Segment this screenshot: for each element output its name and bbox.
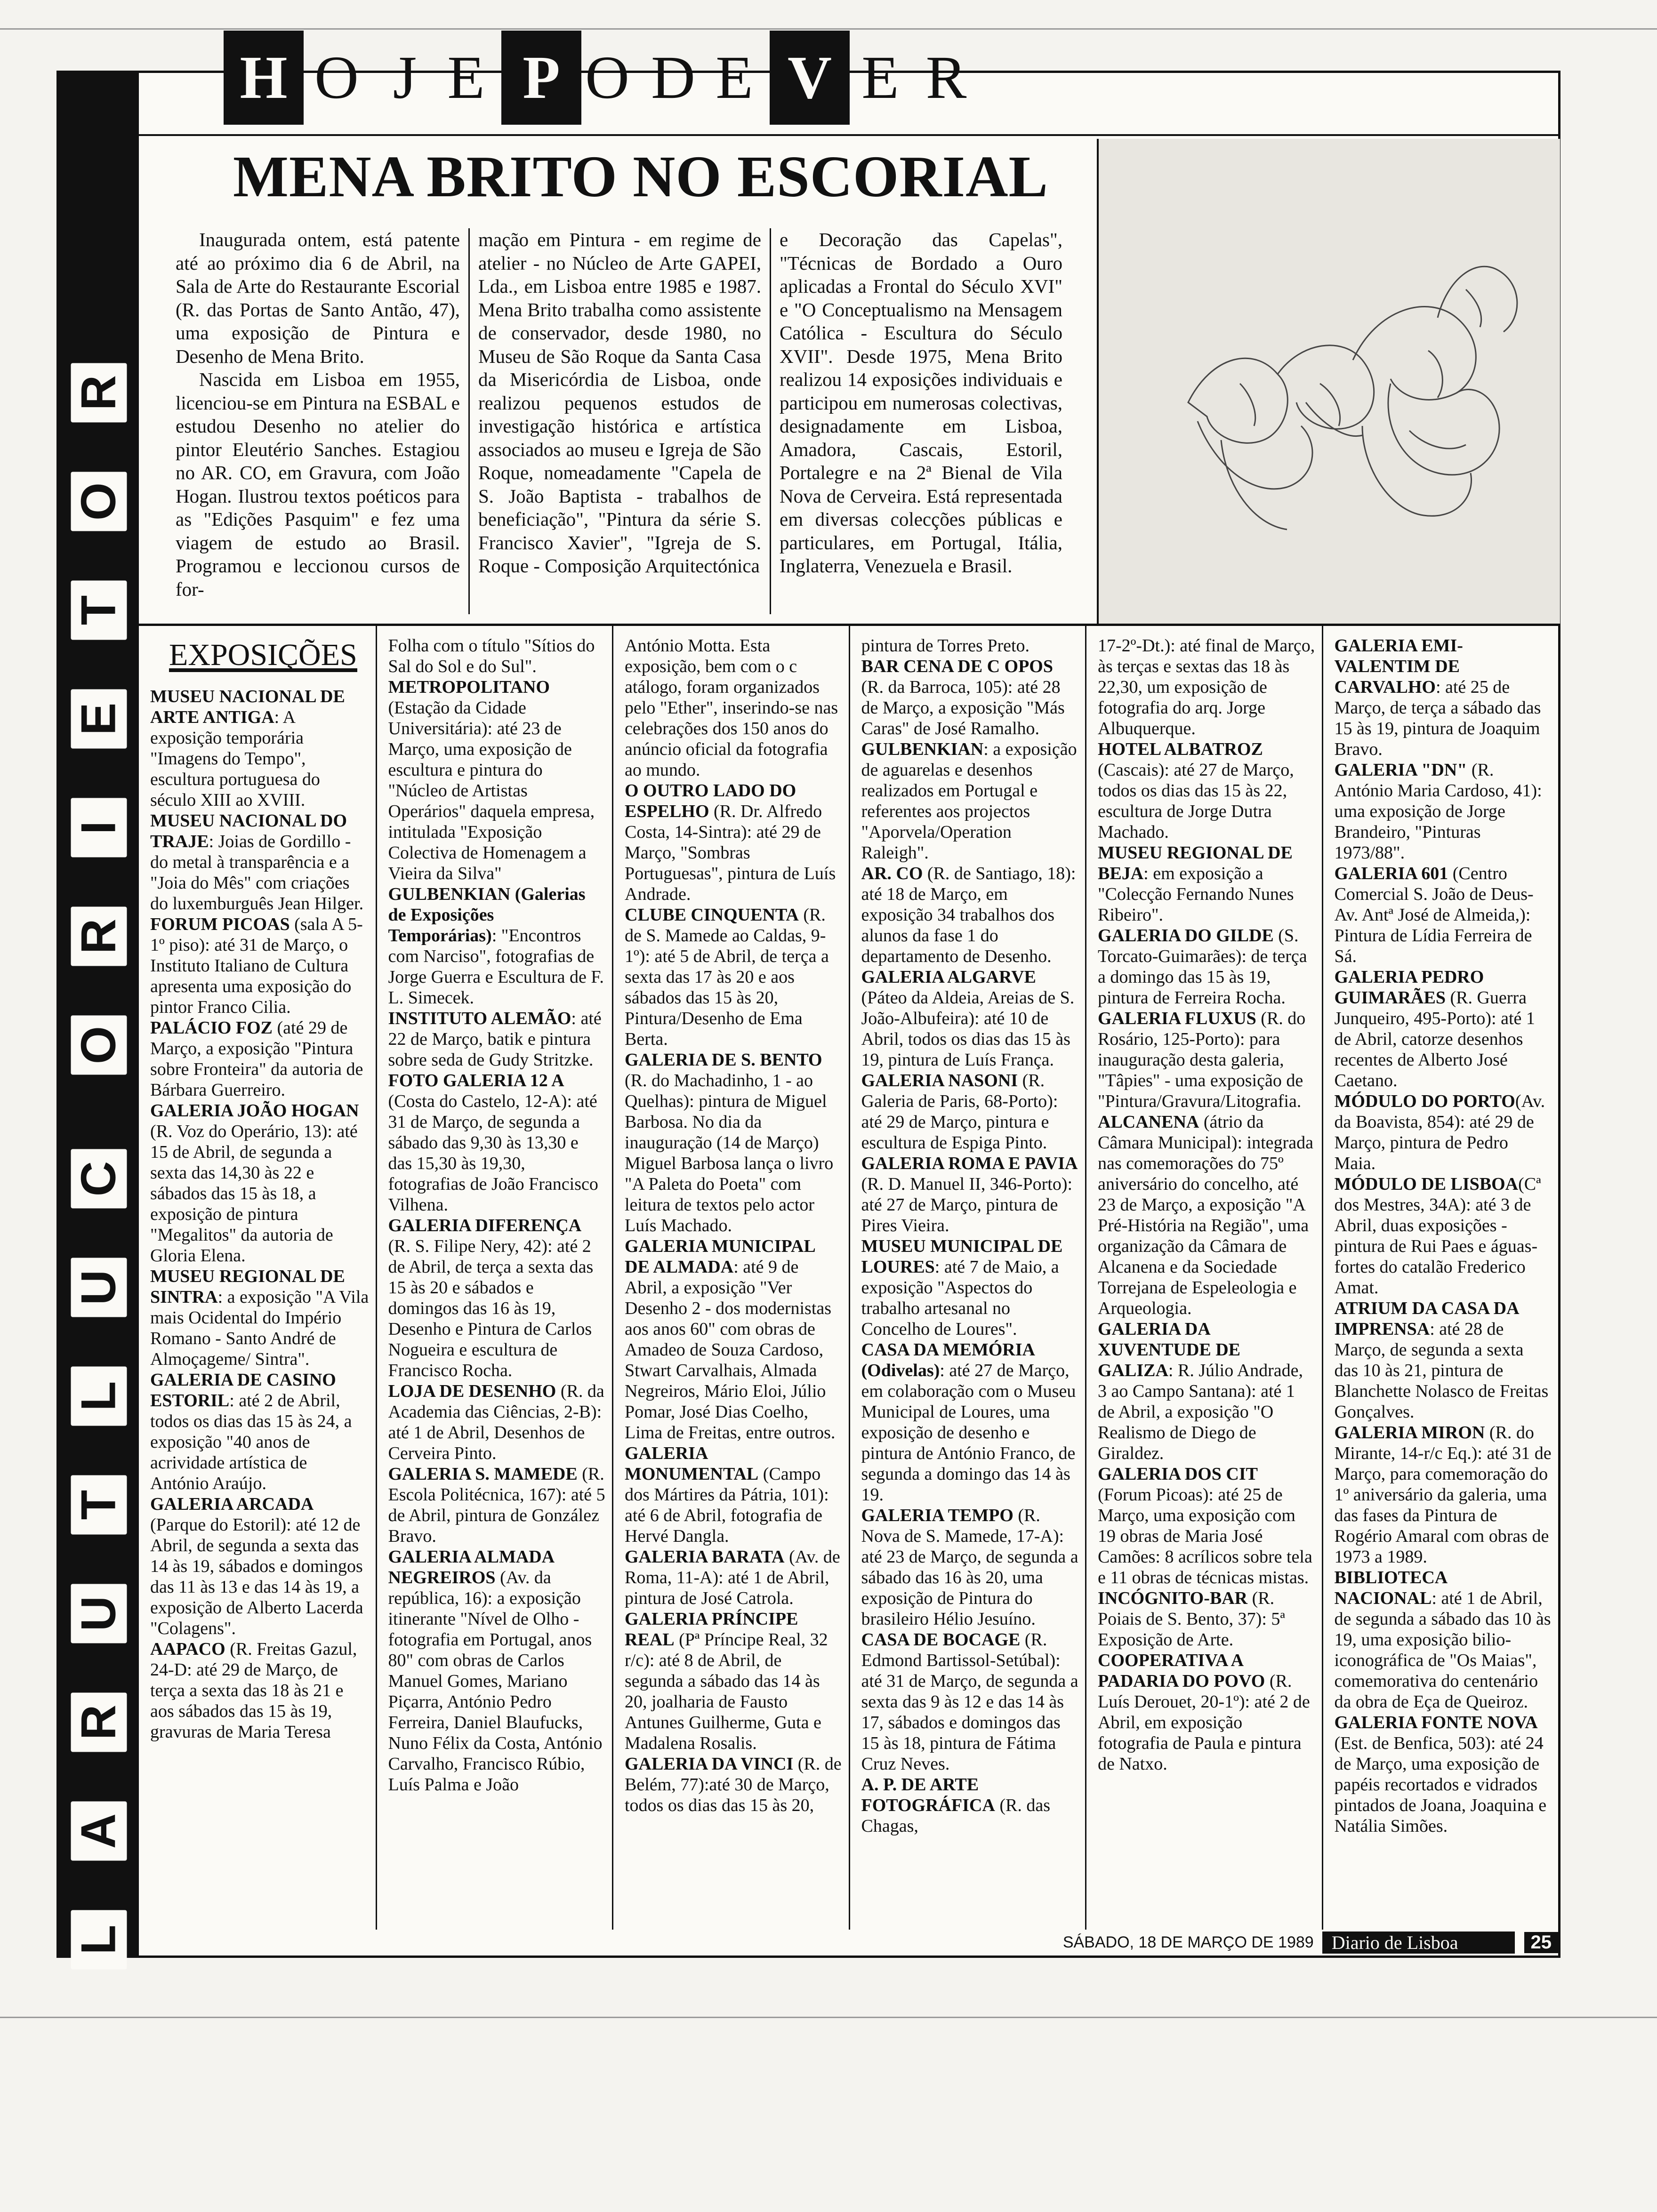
venue-name: GALERIA "DN": [1334, 760, 1467, 780]
masthead-letter: P: [501, 31, 581, 125]
venue-name: PALÁCIO FOZ: [150, 1018, 273, 1038]
listing-entry: [150, 1494, 369, 1639]
listing-entry: [861, 1774, 1079, 1836]
roteiro-cultural-sidebar: [59, 73, 139, 1956]
listing-entry: [1098, 1319, 1315, 1464]
newspaper-page: [56, 44, 1560, 1958]
sidebar-letter: T: [71, 1475, 127, 1535]
listing-details: (Estação da Cidade Universitária): até 23 de Março, uma exposição de escultura e pintura do "Núcleo de Artistas Operários" daquela empresa, intitulada "Exposição Colectiva de Homenagem a Vieira da Silva": [388, 698, 595, 883]
listing-entry: [150, 1018, 369, 1100]
listing-entry: [150, 686, 369, 810]
listing-entry: [388, 1008, 606, 1070]
sidebar-letter: T: [71, 581, 127, 640]
listing-details: (R. S. Filipe Nery, 42): até 2 de Abril, de terça a sexta das 15 às 20 e sábados e domingos das 16 às 19, Desenho e Pintura de Carlos Nogueira e escultura de Francisco Rocha.: [388, 1236, 594, 1380]
listing-entry: [861, 1339, 1079, 1505]
listing-entry: [861, 1629, 1079, 1774]
masthead-letter: D: [651, 44, 695, 112]
listing-entry: [625, 1547, 842, 1609]
listing-details: (R. Dr. Alfredo Costa, 14-Sintra): até 29 de Março, "Sombras Portuguesas", pintura de Luís Andrade.: [625, 801, 836, 904]
venue-name: GALERIA DIFERENÇA: [388, 1216, 582, 1235]
venue-name: MUSEU NACIONAL DE ARTE ANTIGA: [150, 687, 345, 727]
listing-details: (Av. da república, 16): a exposição itinerante "Nível de Olho - fotografia em Portugal, anos 80" com obras de Carlos Manuel Gomes, Mariano Piçarra, António Pedro Ferreira, Daniel Blaufucks, Nuno Félix da Costa, António Carvalho, Francisco Rúbio, Luís Palma e João: [388, 1568, 603, 1795]
listing-entry: [861, 656, 1079, 739]
venue-name: COOPERATIVA A PADARIA DO POVO: [1098, 1651, 1265, 1691]
listing-entry: [625, 1050, 842, 1236]
venue-name: O OUTRO LADO DO ESPELHO: [625, 781, 796, 821]
listing-column: [1085, 626, 1322, 1930]
listing-entry: [150, 1370, 369, 1494]
sidebar-letter: L: [71, 1367, 127, 1426]
listing-details: : até 1 de Abril, de segunda a sábado das 10 às 19, uma exposição bilio-iconográfica de "Os Maias", comemorativa do centenário da obra de Eça de Queiroz.: [1334, 1588, 1551, 1712]
listing-details: (R. Nova de S. Mamede, 17-A): até 23 de Março, de segunda a sábado das 16 às 20, uma exposição de Pintura do brasileiro Hélio Jesuíno.: [861, 1506, 1078, 1629]
venue-name: CLUBE CINQUENTA: [625, 905, 799, 925]
ink-drawing-image: [1099, 139, 1560, 624]
listing-entry: [388, 1215, 606, 1381]
listing-entry: [150, 1266, 369, 1370]
venue-name: GALERIA ARCADA: [150, 1494, 314, 1514]
venue-name: GALERIA S. MAMEDE: [388, 1464, 578, 1484]
sidebar-letter: E: [71, 689, 127, 749]
listing-entry: [625, 1443, 842, 1547]
masthead-letter: R: [925, 44, 967, 112]
venue-name: MUSEU REGIONAL DE BEJA: [1098, 843, 1293, 883]
listing-entry: [388, 677, 606, 884]
listing-column: [139, 626, 376, 1930]
listing-entry: [1335, 1567, 1552, 1712]
issue-date: SÁBADO, 18 DE MARÇO DE 1989: [1062, 1933, 1314, 1951]
venue-name: INCÓGNITO-BAR: [1098, 1588, 1248, 1608]
venue-name: ATRIUM DA CASA DA IMPRENSA: [1334, 1298, 1519, 1339]
listing-entry: [1098, 842, 1315, 925]
venue-name: GALERIA MUNICIPAL DE ALMADA: [625, 1236, 815, 1277]
venue-name: GALERIA NASONI: [861, 1071, 1018, 1090]
listing-column: [612, 626, 849, 1930]
sidebar-letter: R: [71, 1693, 127, 1752]
listing-entry: [150, 1100, 369, 1266]
listing-entry: [1098, 739, 1315, 842]
article-column: [167, 228, 468, 614]
article-body: [167, 228, 1071, 614]
sketch-illustration: [1097, 139, 1560, 624]
listing-entry: [1335, 635, 1552, 760]
listing-entry: [861, 1236, 1079, 1339]
sidebar-letter: A: [71, 1802, 127, 1861]
listing-entry: [1098, 1112, 1315, 1319]
listing-details: (Est. de Benfica, 503): até 24 de Março, uma exposição de papéis recortados e vidrados pintados de Joana, Joaquina e Natália Simões.: [1334, 1733, 1547, 1836]
listing-details: (Páteo da Aldeia, Areias de S. João-Albufeira): até 10 de Abril, todos os dias das 15 às 19, pintura de Luís França.: [861, 988, 1075, 1070]
newspaper-name: Diario de Lisboa: [1322, 1931, 1515, 1954]
venue-name: ALCANENA: [1098, 1112, 1199, 1132]
listing-entry: [1098, 1588, 1315, 1650]
venue-name: MUSEU NACIONAL DO TRAJE: [150, 811, 347, 851]
venue-name: GALERIA DOS CIT: [1098, 1464, 1258, 1484]
masthead-letter: O: [585, 44, 629, 112]
listing-details: : até 22 de Março, batik e pintura sobre seda de Gudy Stritzke.: [388, 1009, 602, 1070]
venue-name: MUSEU REGIONAL DE SINTRA: [150, 1266, 345, 1307]
listing-details: (R. Edmond Bartissol-Setúbal): até 31 de Março, de segunda a sexta das 9 às 12 e das 14 às 17, sábados e domingos das 15 às 18, pintura de Fátima Cruz Neves.: [861, 1630, 1078, 1774]
listing-details: (S. Torcato-Guimarães): de terça a domingo das 15 às 19, pintura de Ferreira Rocha.: [1098, 926, 1307, 1008]
listing-details: : Joias de Gordillo - do metal à transparência e a "Joia do Mês" com criações do luxemburguês Jean Hilger.: [150, 832, 364, 914]
venue-name: GALERIA EMI-VALENTIM DE CARVALHO: [1334, 636, 1463, 697]
listing-details: (Av. de Roma, 11-A): até 1 de Abril, pintura de José Catrola.: [625, 1547, 840, 1608]
scan-edge-top: [0, 28, 1657, 30]
listing-details: (R. D. Manuel II, 346-Porto): até 27 de Março, pintura de Pires Vieira.: [861, 1174, 1073, 1235]
sidebar-letter: R: [71, 907, 127, 966]
listing-entry: [625, 1236, 842, 1443]
venue-name: INSTITUTO ALEMÃO: [388, 1009, 571, 1028]
listing-entry: [1335, 760, 1552, 863]
article-column: [770, 228, 1071, 614]
scan-edge-bottom: [0, 2017, 1657, 2018]
listing-details: (sala A 5-1º piso): até 31 de Março, o Instituto Italiano de Cultura apresenta uma exposição do pintor Franco Cilia.: [150, 914, 363, 1017]
article-column: [468, 228, 770, 614]
listing-details: (R. Escola Politécnica, 167): até 5 de Abril, pintura de González Bravo.: [388, 1464, 605, 1546]
listing-details: (Forum Picoas): até 25 de Março, uma exposição com 19 obras de Maria José Camões: 8 acrílicos sobre tela e 11 obras de técnicas mistas.: [1098, 1485, 1312, 1587]
listing-details: : até 25 de Março, de terça a sábado das 15 às 19, pintura de Joaquim Bravo.: [1334, 677, 1541, 759]
venue-name: GALERIA PEDRO GUIMARÃES: [1334, 967, 1484, 1008]
venue-name: BIBLIOTECA NACIONAL: [1334, 1568, 1447, 1608]
sidebar-letter: C: [71, 1149, 127, 1209]
article-paragraph: mação em Pintura - em regime de atelier - no Núcleo de Arte GAPEI, Lda., em Lisboa entre 1985 e 1987. Mena Brito trabalha como assistente de conservador, desde 1980, no Museu de São Roque da Santa Casa da Misericórdia de Lisboa, onde realizou pequenos estudos de investigação histórica e artística associados ao museu e Igreja de São Roque, nomeadamente "Capela de S. João Baptista - trabalhos de beneficiação", "Pintura da série S. Francisco Xavier", "Igreja de S. Roque - Composição Arquitectónica: [478, 229, 761, 577]
listing-details: : a exposição de aguarelas e desenhos realizados em Portugal e referentes aos projectos "Aporvela/Operation Raleigh".: [861, 739, 1077, 863]
listing-details: (R. das Chagas,: [861, 1795, 1050, 1836]
venue-name: MUSEU MUNICIPAL DE LOURES: [861, 1236, 1063, 1277]
listing-details: (Costa do Castelo, 12-A): até 31 de Março, de segunda a sábado das 9,30 às 13,30 e das 15,30 às 19,30, fotografias de João Francisco Vilhena.: [388, 1091, 598, 1215]
venue-name: METROPOLITANO: [388, 677, 550, 697]
listing-details: (R. Galeria de Paris, 68-Porto): até 29 de Março, pintura e escultura de Espiga Pinto.: [861, 1071, 1058, 1153]
listing-entry: [1335, 1091, 1552, 1174]
masthead-letter: H: [224, 31, 304, 125]
listing-details: pintura de Torres Preto.: [861, 636, 1030, 656]
listing-entry: [1098, 1464, 1315, 1588]
listing-details: (R. do Mirante, 14-r/c Eq.): até 31 de Março, para comemoração do 1º aniversário da galeria, uma das fases da Pintura de Rogério Amaral com obras de 1973 a 1989.: [1334, 1423, 1552, 1567]
listing-entry: [861, 1153, 1079, 1236]
listing-entry: [861, 739, 1079, 863]
sidebar-letter: L: [71, 1910, 127, 1970]
masthead-letter: E: [716, 44, 753, 112]
venue-name: GALERIA DA XUVENTUDE DE GALIZA: [1098, 1319, 1240, 1380]
listing-details: (Campo dos Mártires da Pátria, 101): até 6 de Abril, fotografia de Hervé Dangla.: [625, 1464, 829, 1546]
listing-entry: [1335, 1712, 1552, 1836]
section-title: EXPOSIÇÕES: [169, 638, 357, 672]
listing-details: : "Encontros com Narciso", fotografias de Jorge Guerra e Escultura de F. L. Simecek.: [388, 926, 604, 1008]
listing-entry: [388, 1547, 606, 1795]
listing-column: [849, 626, 1086, 1930]
page-number: 25: [1524, 1932, 1559, 1953]
masthead-letter: E: [861, 44, 899, 112]
venue-name: CASA DE BOCAGE: [861, 1630, 1021, 1650]
listing-entry: [150, 914, 369, 1018]
listing-entry: [1335, 863, 1552, 967]
listing-entry: [861, 1505, 1079, 1629]
listing-entry: [625, 780, 842, 905]
listing-entry: [625, 1609, 842, 1754]
listing-details: : até 27 de Março, em colaboração com o Museu Municipal de Loures, uma exposição de desenho e pintura de António Franco, de segunda a domingo das 14 às 19.: [861, 1361, 1076, 1505]
listing-entry: [625, 905, 842, 1050]
listing-entry: [1335, 967, 1552, 1091]
listing-details: Folha com o título "Sítios do Sal do Sol e do Sul".: [388, 636, 595, 676]
listing-entry: [1098, 635, 1315, 739]
listing-entry: [150, 1639, 369, 1742]
listing-details: (Parque do Estoril): até 12 de Abril, de segunda a sexta das 14 às 19, sábados e domingos das 11 às 13 e das 14 às 19, a exposição de Alberto Lacerda "Colagens".: [150, 1515, 363, 1638]
listing-entry: [861, 635, 1079, 656]
listing-details: (até 29 de Março, a exposição "Pintura sobre Fronteira" da autoria de Bárbara Guerreiro.: [150, 1018, 363, 1100]
listing-entry: [1098, 925, 1315, 1008]
listing-entry: [1098, 1008, 1315, 1112]
article-paragraph: e Decoração das Capelas", "Técnicas de Bordado a Ouro aplicadas a Frontal do Século XVI" e "O Conceptualismo na Mensagem Católica - Escultura do Século XVII". Desde 1975, Mena Brito realizou 14 exposições individuais e participou em numerosas colectivas, designadamente em Lisboa, Amadora, Cascais, Estoril, Portalegre e na 2ª Bienal de Vila Nova de Cerveira. Está representada em diversas colecções públicas e particulares, em Portugal, Itália, Inglaterra, Venezuela e Brasil.: [780, 229, 1062, 577]
hoje-pode-ver-masthead: [139, 44, 1558, 136]
venue-name: GALERIA ALGARVE: [861, 967, 1036, 987]
listing-entry: [861, 1070, 1079, 1153]
venue-name: A. P. DE ARTE FOTOGRÁFICA: [861, 1775, 995, 1815]
venue-name: GALERIA DO GILDE: [1098, 926, 1274, 946]
article-headline: MENA BRITO NO ESCORIAL: [233, 144, 1048, 209]
venue-name: GALERIA ALMADA NEGREIROS: [388, 1547, 554, 1587]
listing-details: (R. de S. Mamede ao Caldas, 9-1º): até 5 de Abril, de terça a sexta das 17 às 20 e aos sábados das 15 às 20, Pintura/Desenho de Ema Berta.: [625, 905, 829, 1049]
listing-details: (R. da Academia das Ciências, 2-B): até 1 de Abril, Desenhos de Cerveira Pinto.: [388, 1381, 604, 1463]
listing-details: (Centro Comercial S. João de Deus-Av. Antª José de Almeida,): Pintura de Lídia Ferreira de Sá.: [1334, 864, 1534, 966]
venue-name: GALERIA DE CASINO ESTORIL: [150, 1370, 336, 1411]
listing-details: (R. de Santiago, 18): até 18 de Março, em exposição 34 trabalhos dos alunos da fase 1 do departamento de Desenho.: [861, 864, 1076, 966]
venue-name: GALERIA FONTE NOVA: [1334, 1713, 1538, 1732]
listing-details: (R. do Machadinho, 1 - ao Quelhas): pintura de Miguel Barbosa. No dia da inauguração (14 de Março) Miguel Barbosa lança o livro "A Paleta do Poeta" com leitura de textos pelo actor Luís Machado.: [625, 1071, 834, 1235]
listing-details: : em exposição a "Colecção Fernando Nunes Ribeiro".: [1098, 864, 1294, 925]
listing-details: : R. Júlio Andrade, 3 ao Campo Santana): até 1 de Abril, a exposição "O Realismo de Diego de Giraldez.: [1098, 1361, 1303, 1463]
listing-details: (átrio da Câmara Municipal): integrada nas comemorações do 75º aniversário do concelho, até 23 de Março, a exposição "A Pré-História na Região", uma organização da Câmara de Alcanena e da Sociedade Torrejana de Espeleologia e Arqueologia.: [1098, 1112, 1313, 1318]
listing-entry: [625, 635, 842, 780]
article-paragraph: Inaugurada ontem, está patente até ao próximo dia 6 de Abril, na Sala de Arte do Restaurante Escorial (R. das Portas de Santo Antão, 47), uma exposição de Pintura e Desenho de Mena Brito.: [176, 229, 460, 367]
venue-name: AR. CO: [861, 864, 923, 883]
listing-details: 17-2º-Dt.): até final de Março, às terças e sextas das 18 às 22,30, um exposição de fotografia do arq. Jorge Albuquerque.: [1098, 636, 1315, 738]
venue-name: CASA DA MEMÓRIA (Odivelas): [861, 1340, 1034, 1380]
venue-name: GALERIA DE S. BENTO: [625, 1050, 822, 1070]
article-paragraph: Nascida em Lisboa em 1955, licenciou-se em Pintura na ESBAL e estudou Desenho no atelier do pintor Eleutério Sanches. Estagiou no AR. CO, em Gravura, com João Hogan. Ilustrou textos poéticos para as "Edições Pasquim" e fez uma viagem de estudo ao Brasil. Programou e leccionou cursos de for-: [176, 369, 460, 600]
listing-details: : até 7 de Maio, a exposição "Aspectos do trabalho artesanal no Concelho de Loures".: [861, 1257, 1059, 1339]
sidebar-letter: I: [71, 798, 127, 858]
listing-entry: [388, 635, 606, 677]
listing-details: : até 2 de Abril, todos os dias das 15 às 24, a exposição "40 anos de acrividade artística de António Araújo.: [150, 1391, 352, 1493]
listing-details: : a exposição "A Vila mais Ocidental do Império Romano - Santo André de Almoçageme/ Sintra".: [150, 1287, 369, 1369]
listing-details: : A exposição temporária "Imagens do Tempo", escultura portuguesa do século XIII ao XVIII.: [150, 707, 320, 810]
listing-details: (R. de Belém, 77):até 30 de Março, todos os dias das 15 às 20,: [625, 1754, 842, 1815]
listing-details: : até 28 de Março, de segunda a sexta das 10 às 21, pintura de Blanchette Nolasco de Freitas Gonçalves.: [1334, 1319, 1549, 1422]
sidebar-letter: U: [71, 1258, 127, 1317]
listing-entry: [1335, 1298, 1552, 1422]
venue-name: MÓDULO DE LISBOA: [1334, 1174, 1519, 1194]
masthead-letter: E: [447, 44, 485, 112]
listing-entry: [150, 810, 369, 914]
venue-name: GALERIA PRÍNCIPE REAL: [625, 1609, 798, 1650]
listing-details: (R. Poiais de S. Bento, 37): 5ª Exposição de Arte.: [1098, 1588, 1285, 1650]
venue-name: GALERIA JOÃO HOGAN: [150, 1101, 359, 1121]
exposicoes-listings: [139, 626, 1558, 1930]
listing-details: (Av. da Boavista, 854): até 29 de Março, pintura de Pedro Maia.: [1334, 1091, 1545, 1173]
masthead-letter: J: [393, 44, 417, 112]
venue-name: GALERIA ROMA E PAVIA: [861, 1154, 1078, 1173]
listing-entry: [1098, 1650, 1315, 1774]
listing-column: [1322, 626, 1559, 1930]
masthead-letter: O: [314, 44, 359, 112]
listing-details: (R. Guerra Junqueiro, 495-Porto): até 1 de Abril, catorze desenhos recentes de Alberto José Caetano.: [1334, 988, 1535, 1090]
venue-name: MÓDULO DO PORTO: [1334, 1091, 1515, 1111]
venue-name: GALERIA TEMPO: [861, 1506, 1014, 1525]
listing-entry: [625, 1754, 842, 1816]
listing-details: (R. da Barroca, 105): até 28 de Março, a exposição "Más Caras" de José Ramalho.: [861, 677, 1065, 738]
listing-entry: [388, 1464, 606, 1547]
venue-name: BAR CENA DE C OPOS: [861, 657, 1053, 676]
listing-details: (Cª dos Mestres, 34A): até 3 de Abril, duas exposições - pintura de Rui Paes e águas-fortes do catalão Frederico Amat.: [1334, 1174, 1541, 1298]
listing-details: (R. Voz do Operário, 13): até 15 de Abril, de segunda a sexta das 14,30 às 22 e sábados das 15 às 18, a exposição de pintura "Megalitos" da autoria de Gloria Elena.: [150, 1122, 358, 1266]
venue-name: FOTO GALERIA 12 A: [388, 1071, 564, 1090]
venue-name: FORUM PICOAS: [150, 914, 290, 934]
listing-details: António Motta. Esta exposição, bem com o c atálogo, foram organizados pelo "Ether", inserindo-se nas celebrações dos 150 anos do anúncio oficial da fotografia ao mundo.: [625, 636, 838, 780]
listing-details: (R. António Maria Cardoso, 41): uma exposição de Jorge Brandeiro, "Pinturas 1973/88".: [1334, 760, 1542, 863]
listing-entry: [1335, 1422, 1552, 1567]
listing-entry: [861, 967, 1079, 1070]
venue-name: GULBENKIAN (Galerias de Exposições Temporárias): [388, 884, 586, 946]
sidebar-letter: R: [71, 363, 127, 423]
listing-details: (R. Luís Derouet, 20-1º): até 2 de Abril, em exposição fotografia de Paula e pintura de Natxo.: [1098, 1671, 1310, 1774]
venue-name: GALERIA DA VINCI: [625, 1754, 794, 1774]
page-content: [139, 44, 1558, 1956]
listing-entry: [861, 863, 1079, 967]
venue-name: HOTEL ALBATROZ: [1098, 739, 1263, 759]
venue-name: LOJA DE DESENHO: [388, 1381, 556, 1401]
sidebar-letter: U: [71, 1584, 127, 1643]
listing-details: : até 9 de Abril, a exposição "Ver Desenho 2 - dos modernistas aos anos 60" com obras de Amadeo de Souza Cardoso, Stwart Carvalhais, Almada Negreiros, Mário Eloi, Júlio Pomar, José Dias Coelho, Lima de Freitas, entre outros.: [625, 1257, 836, 1443]
listing-details: (R. do Rosário, 125-Porto): para inauguração desta galeria, "Tâpies" - uma exposição de "Pintura/Gravura/Litografia.: [1098, 1009, 1306, 1111]
listing-entry: [1335, 1174, 1552, 1298]
sidebar-letter: O: [71, 472, 127, 531]
listing-entry: [388, 1381, 606, 1464]
venue-name: GALERIA MIRON: [1334, 1423, 1485, 1443]
listing-details: (Cascais): até 27 de Março, todos os dias das 15 às 22, escultura de Jorge Dutra Machado.: [1098, 760, 1294, 842]
venue-name: GALERIA MONUMENTAL: [625, 1443, 759, 1484]
venue-name: AAPACO: [150, 1639, 225, 1659]
masthead-letter: V: [770, 31, 850, 125]
listing-details: (Pª Príncipe Real, 32 r/c): até 8 de Abril, de segunda a sábado das 14 às 20, joalharia de Fausto Antunes Guilherme, Guta e Madalena Rosalis.: [625, 1630, 828, 1753]
venue-name: GALERIA FLUXUS: [1098, 1009, 1256, 1028]
page-footer: [854, 1930, 1558, 1956]
venue-name: GALERIA BARATA: [625, 1547, 785, 1567]
listing-entry: [388, 884, 606, 1008]
venue-name: GALERIA 601: [1334, 864, 1448, 883]
sidebar-letter: O: [71, 1016, 127, 1075]
venue-name: GULBENKIAN: [861, 739, 984, 759]
listing-column: [376, 626, 612, 1930]
listing-details: (R. Freitas Gazul, 24-D: até 29 de Março, de terça a sexta das 18 às 21 e aos sábados das 15 às 19, gravuras de Maria Teresa: [150, 1639, 357, 1742]
listing-entry: [388, 1070, 606, 1215]
